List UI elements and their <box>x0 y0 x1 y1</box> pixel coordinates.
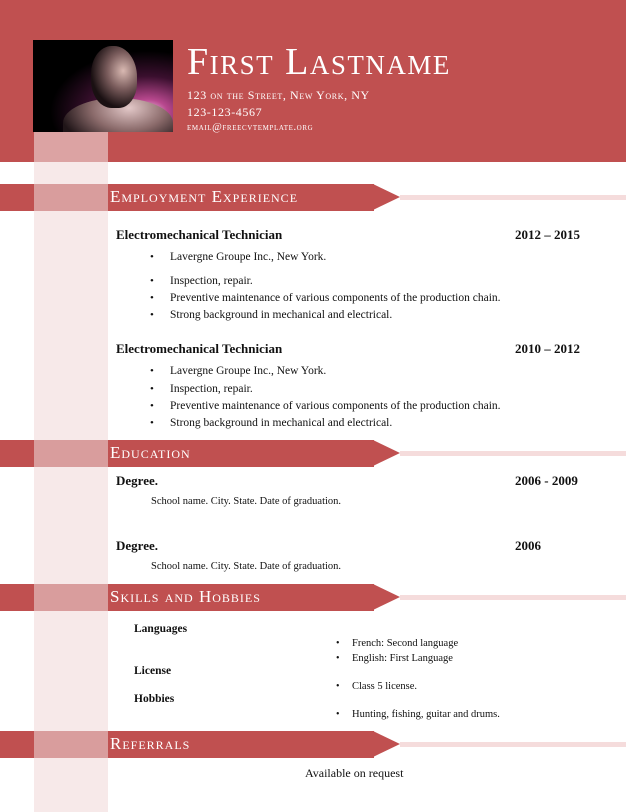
job-bullet: • Strong background in mechanical and electrical. <box>152 417 392 429</box>
job-years: 2010 – 2012 <box>515 341 580 356</box>
contact-address: 123 on the Street, New York, NY <box>187 88 370 102</box>
degree-description: School name. City. State. Date of graduation. <box>151 496 342 507</box>
skill-label-license: License <box>134 665 172 677</box>
candidate-name: First Lastname <box>187 41 451 83</box>
job-bullet: • Preventive maintenance of various components of the production chain. <box>152 400 501 412</box>
degree-title: Degree. <box>116 538 158 553</box>
section-arrow <box>373 440 400 466</box>
section-header-employment <box>0 184 626 211</box>
skill-item: • French: Second language <box>336 638 458 649</box>
section-header-skills <box>0 584 626 611</box>
section-arrow <box>373 731 400 757</box>
left-column-header-block <box>34 132 108 162</box>
profile-photo <box>33 40 173 132</box>
degree-description: School name. City. State. Date of graduation. <box>151 561 342 572</box>
skill-label-languages: Languages <box>134 623 188 635</box>
skill-item: • Class 5 license. <box>336 681 417 692</box>
degree-years: 2006 - 2009 <box>515 473 578 488</box>
skill-item: • Hunting, fishing, guitar and drums. <box>336 709 500 720</box>
degree-years: 2006 <box>515 538 541 553</box>
job-bullet: • Lavergne Groupe Inc., New York. <box>152 365 326 377</box>
section-header-referrals <box>0 731 626 758</box>
job-title: Electromechanical Technician <box>116 341 283 356</box>
section-column-block <box>34 584 108 611</box>
section-rule <box>400 451 626 456</box>
section-column-block <box>34 731 108 758</box>
section-title-education: Education <box>110 443 191 462</box>
job-bullet: • Inspection, repair. <box>152 383 253 395</box>
contact-email: email@freecvtemplate.org <box>187 122 314 133</box>
job-bullet: • Strong background in mechanical and electrical. <box>152 309 392 321</box>
section-rule <box>400 195 626 200</box>
referral-text: Available on request <box>305 766 404 780</box>
section-title-referrals: Referrals <box>110 734 191 753</box>
skill-item: • English: First Language <box>336 653 453 664</box>
job-years: 2012 – 2015 <box>515 227 580 242</box>
section-arrow <box>373 184 400 210</box>
skill-label-hobbies: Hobbies <box>134 693 175 705</box>
degree-title: Degree. <box>116 473 158 488</box>
section-column-block <box>34 184 108 211</box>
section-title-skills: Skills and Hobbies <box>110 587 261 606</box>
job-bullet: • Lavergne Groupe Inc., New York. <box>152 251 326 263</box>
job-bullet: • Inspection, repair. <box>152 275 253 287</box>
photo-figure-head <box>91 46 137 108</box>
section-header-education <box>0 440 626 467</box>
job-bullet: • Preventive maintenance of various components of the production chain. <box>152 292 501 304</box>
section-arrow <box>373 584 400 610</box>
job-title: Electromechanical Technician <box>116 227 283 242</box>
section-column-block <box>34 440 108 467</box>
section-rule <box>400 595 626 600</box>
section-rule <box>400 742 626 747</box>
contact-phone: 123-123-4567 <box>187 105 263 119</box>
left-decorative-column <box>34 132 108 812</box>
section-title-employment: Employment Experience <box>110 187 299 206</box>
